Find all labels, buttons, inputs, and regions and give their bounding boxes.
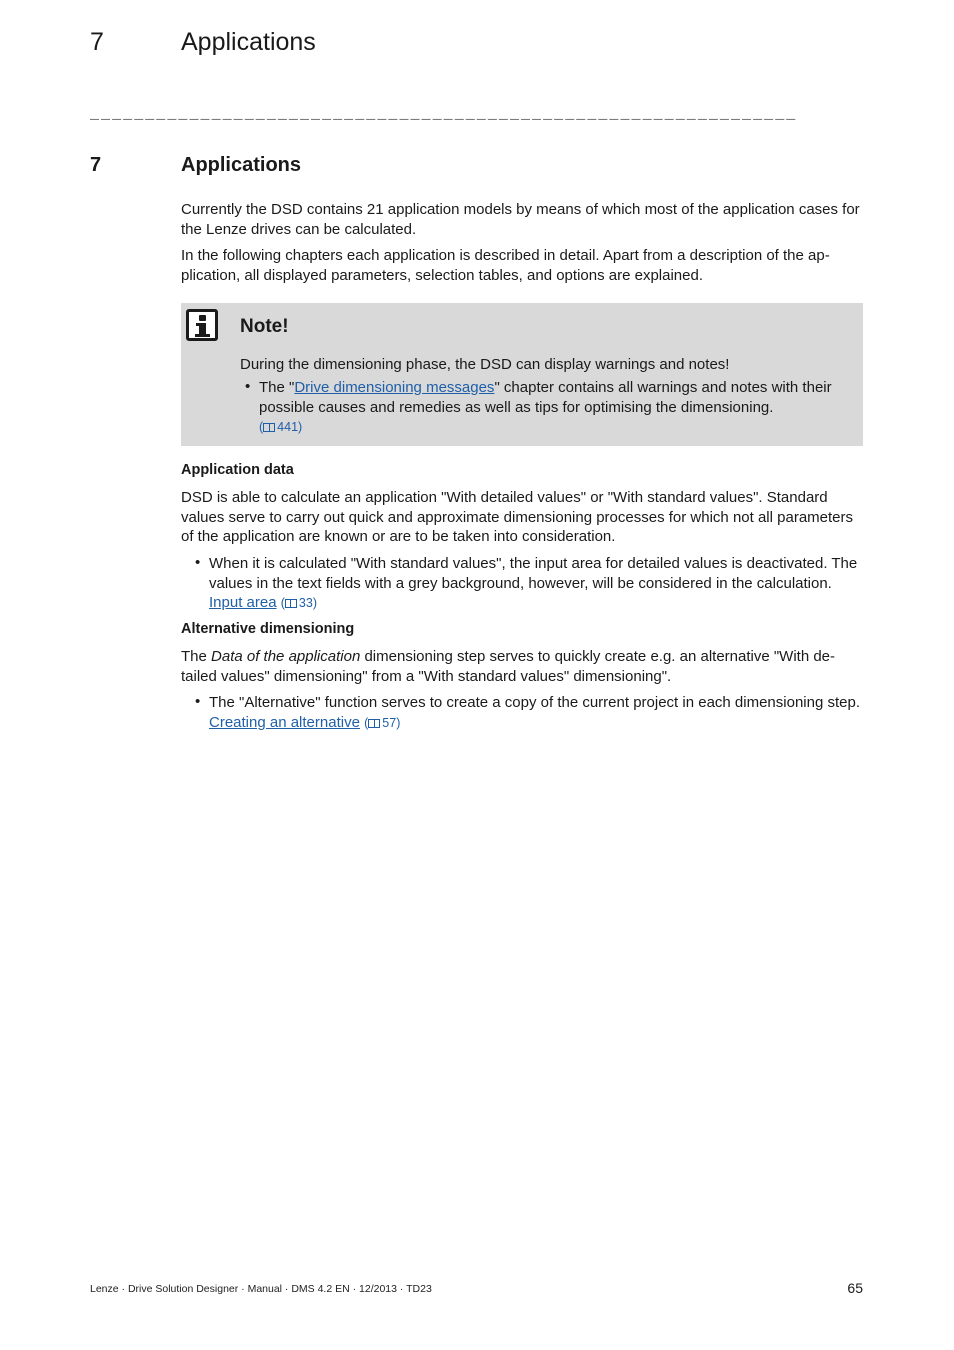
- page-ref-link[interactable]: ( 33): [280, 596, 317, 610]
- data-of-application-term: Data of the application: [211, 648, 361, 665]
- input-area-link[interactable]: Input area: [209, 594, 277, 611]
- page-ref-link[interactable]: ( 57): [364, 715, 401, 730]
- page-number: 65: [847, 1280, 863, 1296]
- note-bullet-suffix: " chapter contains all warnings and notes with their possible causes and remedies as well as tips for optimising the dimensioning.: [259, 379, 832, 416]
- note-text: During the dimensioning phase, the DSD can display warnings and notes!: [240, 356, 730, 373]
- alternative-bullet-text: The "Alternative" function serves to create a copy of the current project in each dimensioning step.: [209, 694, 860, 711]
- info-icon: [186, 309, 218, 341]
- application-data-bullet: [209, 554, 863, 614]
- alternative-dimensioning-heading: Alternative dimensioning: [181, 621, 355, 637]
- note-title: Note!: [240, 316, 289, 337]
- page-ref-link[interactable]: ( 441): [259, 420, 303, 434]
- section-title: Applications: [181, 154, 302, 176]
- header-separator: ________________________________________________________________: [90, 106, 798, 123]
- bullet-marker: •: [195, 693, 201, 710]
- application-data-heading: Application data: [181, 462, 294, 478]
- note-bullet: [259, 378, 849, 438]
- bullet-marker: •: [195, 554, 201, 571]
- book-icon: [263, 423, 275, 432]
- section-number: 7: [90, 154, 102, 176]
- application-data-text: DSD is able to calculate an application "With detailed values" or "With standard values". Standard values serve to carry out quick and approximate dimensioning processes for which not all parameters of the application are known or are to be taken into consideration.: [181, 489, 853, 545]
- creating-an-alternative-link[interactable]: Creating an alternative: [209, 713, 360, 731]
- intro-paragraph-2: In the following chapters each application is described in detail. Apart from a description of the application, all displayed parameters, selection tables, and options are explained.: [181, 247, 830, 284]
- book-icon: [285, 599, 297, 608]
- note-bullet-prefix: The ": [259, 379, 295, 396]
- bullet-marker: •: [245, 378, 251, 395]
- application-data-bullet-text: When it is calculated "With standard values", the input area for detailed values is deactivated. The values in the text fields with a grey background, however, will be considered in the calculation.: [209, 555, 858, 592]
- chapter-title: Applications: [181, 28, 316, 56]
- chapter-number: 7: [90, 28, 104, 56]
- alternative-bullet: [209, 693, 863, 733]
- alternative-dimensioning-text: The Data of the application dimensioning step serves to quickly create e.g. an alternative "With detailed values" dimensioning" from a "With standard values" dimensioning".: [181, 648, 836, 685]
- footer-document-info: Lenze · Drive Solution Designer · Manual · DMS 4.2 EN · 12/2013 · TD23: [90, 1283, 432, 1295]
- intro-paragraph-1: Currently the DSD contains 21 application models by means of which most of the application cases for the Lenze drives can be calculated.: [181, 201, 860, 238]
- book-icon: [368, 719, 380, 728]
- drive-dimensioning-messages-link[interactable]: Drive dimensioning messages: [294, 379, 495, 396]
